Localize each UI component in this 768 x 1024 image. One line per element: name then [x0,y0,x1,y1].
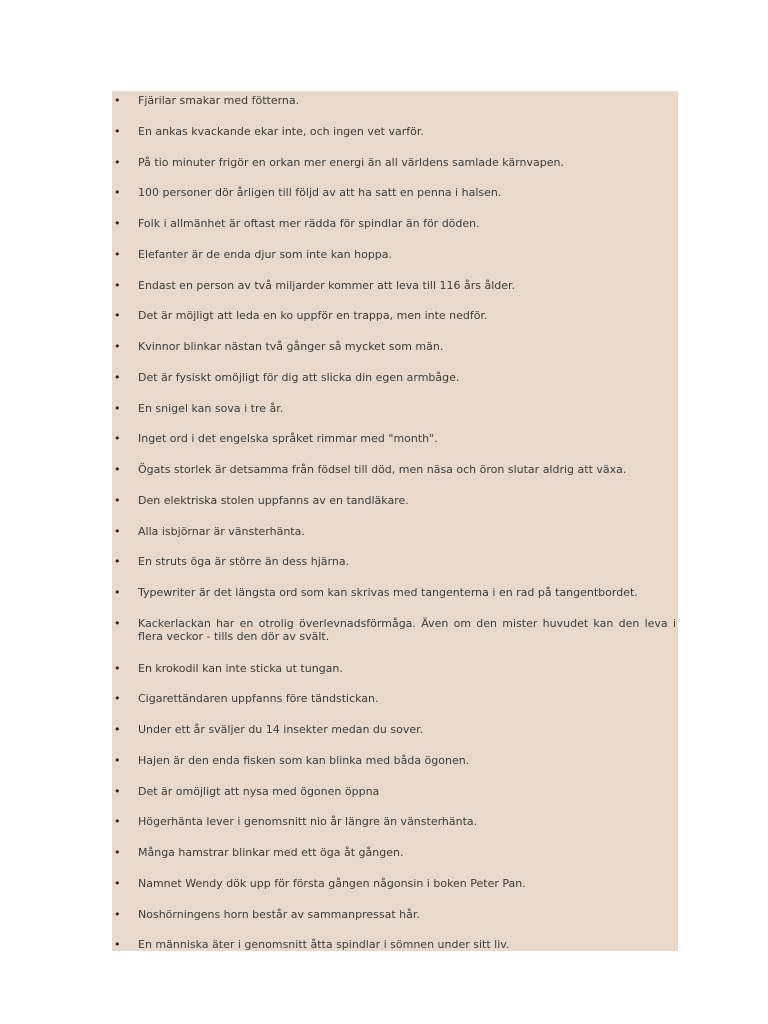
fact-text: Den elektriska stolen uppfanns av en tandläkare. [138,493,409,507]
fact-list-item [112,279,678,292]
fact-text: Kackerlackan har en otrolig överlevnadsförmåga. Även om den mister huvudet kan den leva i flera veckor - tills den dör av svält. [138,616,676,643]
fact-text: Namnet Wendy dök upp för första gången någonsin i boken Peter Pan. [138,876,526,890]
fact-list-item [112,371,678,384]
fact-text: Typewriter är det längsta ord som kan skrivas med tangenterna i en rad på tangentbordet. [138,586,638,599]
bullet-icon: • [114,493,121,507]
bullet-icon: • [114,524,121,538]
fact-text: En snigel kan sova i tre år. [138,401,284,415]
fact-list-item [112,908,678,921]
bullet-icon: • [114,846,121,859]
bullet-icon: • [114,186,121,200]
fact-text: Det är möjligt att leda en ko uppför en trappa, men inte nedför. [138,309,488,323]
fact-text: En människa äter i genomsnitt åtta spindlar i sömnen under sitt liv. [138,938,510,952]
bullet-icon: • [114,278,121,292]
fact-text: Kvinnor blinkar nästan två gånger så mycket som män. [138,340,444,353]
fact-list-item [112,877,678,890]
fact-list-item [112,938,678,951]
fact-text: Folk i allmänhet är oftast mer rädda för spindlar än för döden. [138,217,480,230]
bullet-icon: • [114,401,121,415]
fact-text: Endast en person av två miljarder kommer att leva till 116 års ålder. [138,278,516,292]
fact-list-item [112,340,678,353]
bullet-icon: • [114,815,121,829]
fact-text: Ögats storlek är detsamma från födsel till död, men näsa och öron slutar aldrig att växa. [138,463,627,476]
fact-list-item [112,463,678,476]
fact-text: Noshörningens horn består av sammanpressat hår. [138,907,420,921]
fact-text: Högerhänta lever i genomsnitt nio år längre än vänsterhänta. [138,815,478,829]
bullet-icon: • [114,155,121,169]
bullet-icon: • [114,370,121,384]
fact-text: Elefanter är de enda djur som inte kan hoppa. [138,247,393,261]
fact-list-item [112,217,678,230]
fact-text: En ankas kvackande ekar inte, och ingen vet varför. [138,124,424,138]
bullet-icon: • [114,94,121,107]
fact-text: Det är omöjligt att nysa med ögonen öppna [138,784,380,798]
fact-list-item [112,555,678,568]
fact-list-item [112,432,678,445]
bullet-icon: • [114,247,121,261]
fact-text: En krokodil kan inte sticka ut tungan. [138,661,343,675]
bullet-icon: • [114,432,121,446]
fact-list-item [112,156,678,169]
fact-text: Fjärilar smakar med fötterna. [138,94,300,107]
fact-list-item [112,494,678,507]
fact-list-item [112,785,678,798]
bullet-icon: • [114,907,121,921]
fact-list-item [112,815,678,828]
bullet-icon: • [114,555,121,569]
fact-list-item [112,723,678,736]
bullet-icon: • [114,340,121,353]
fact-list-item [112,248,678,261]
fact-text: Många hamstrar blinkar med ett öga åt gången. [138,846,404,859]
fact-text: Hajen är den enda fisken som kan blinka med båda ögonen. [138,753,470,767]
bullet-icon: • [114,661,121,675]
fact-list-item [112,125,678,138]
fact-list-item [112,692,678,705]
fact-list-item [112,186,678,199]
bullet-icon: • [114,692,121,706]
fact-text: En struts öga är större än dess hjärna. [138,555,350,569]
bullet-icon: • [114,784,121,798]
fact-list-item [112,309,678,322]
fact-list-item [112,94,678,107]
fact-text: På tio minuter frigör en orkan mer energi än all världens samlade kärnvapen. [138,155,564,169]
fact-list-item [112,617,678,643]
fact-text: Under ett år sväljer du 14 insekter medan du sover. [138,723,424,736]
bullet-icon: • [114,463,121,476]
bullet-icon: • [114,124,121,138]
bullet-icon: • [114,938,121,952]
bullet-icon: • [114,586,121,599]
bullet-icon: • [114,616,121,630]
bullet-icon: • [114,723,121,736]
bullet-icon: • [114,876,121,890]
fact-text: Det är fysiskt omöjligt för dig att slicka din egen armbåge. [138,370,460,384]
fact-list-item [112,586,678,599]
fact-list-item [112,846,678,859]
fact-list-item [112,754,678,767]
bullet-icon: • [114,217,121,230]
fact-text: Inget ord i det engelska språket rimmar med "month". [138,432,438,446]
fact-text: 100 personer dör årligen till följd av att ha satt en penna i halsen. [138,186,502,200]
fact-list-item [112,402,678,415]
bullet-icon: • [114,753,121,767]
fact-list-item [112,662,678,675]
fact-list-item [112,525,678,538]
bullet-icon: • [114,309,121,323]
fact-text: Alla isbjörnar är vänsterhänta. [138,524,305,538]
fact-text: Cigarettändaren uppfanns före tändstickan. [138,692,379,706]
